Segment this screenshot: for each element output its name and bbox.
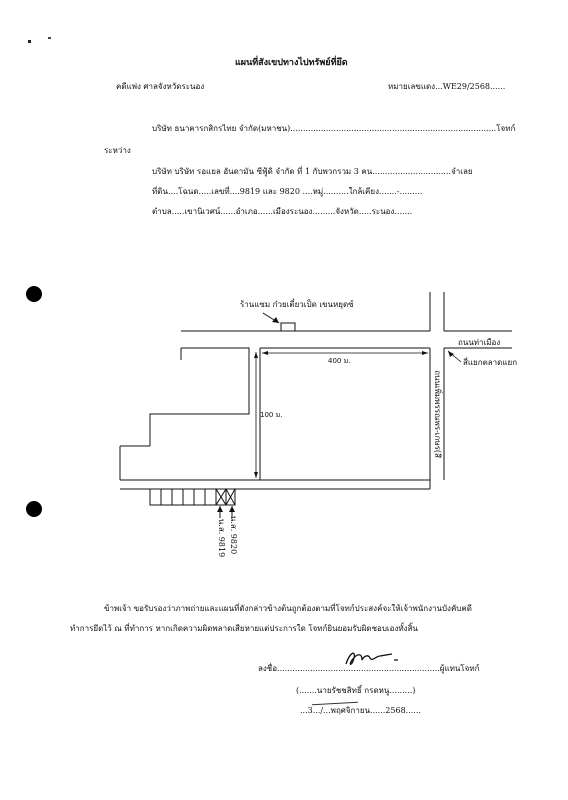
distance-400-label: 400 ม.	[328, 357, 351, 365]
certification-line-2: ทำการยึดไว้ ณ ที่ทำการ หากเกิดความผิดพลาดเสียหายแต่ประการใด โจทก์ยินยอมรับผิดชอบเองทั้งสิ้น	[70, 624, 418, 633]
land-deed-line: ที่ดิน....โฉนด.....เลขที่....9819 และ 9820 ....หมู่..........ใกล้เคียง.......-.........	[152, 187, 423, 196]
shop-arrowhead	[272, 317, 279, 323]
plots-strip	[150, 489, 235, 505]
certification-line-1: ข้าพเจ้า ขอรับรองว่าภาพถ่ายและแผนที่ดังกล่าวข้างต้นถูกต้องตามที่โจทก์ประสงค์จะให้เจ้าพนักงานบังคับคดี	[104, 604, 472, 613]
signature-date: ...3.../...พฤศจิกายน......2568......	[300, 706, 421, 715]
plaintiff-line: บริษัท ธนาคารกสิกรไทย จำกัด(มหาชน).................................................................................โจทก์	[152, 124, 516, 133]
land-location-line: ตำบล.....เขานิเวศน์......อำเภอ......เมืองระนอง.........จังหวัด.....ระนอง.......	[152, 207, 413, 216]
defendant-line: บริษัท บริษัท รอแยล อันดามัน ซีฟู้ดิ จำกัด ที่ 1 กับพวกรวม 3 คน...............................จำเลย	[152, 167, 473, 176]
plot-label-9820: น.ส. 9820	[229, 515, 238, 555]
road-thamuang-label: ถนนท่าเมือง	[458, 338, 501, 347]
distance-100-label: 100 ม.	[260, 411, 283, 419]
intersection-label: สี่แยกตลาดแยก	[463, 358, 518, 367]
block-left-upper	[150, 348, 249, 446]
case-number: หมายเลขแดง...WE29/2568......	[388, 82, 506, 91]
plot-label-9819: น.ส. 9819	[217, 518, 226, 558]
case-court: คดีแพ่ง ศาลจังหวัดระนอง	[116, 82, 205, 91]
road-vertical-label: ถนนเพิ่มพรรณพร-เกษร(สึ	[433, 370, 442, 458]
handwritten-signature	[340, 646, 400, 672]
shop-label: ร้านแซม ก๋วยเตี๋ยวเป็ด เขนหยุดซ์	[240, 300, 354, 309]
page-title: แผนที่สังเขปทางไปทรัพย์ที่ยึด	[235, 58, 348, 68]
shop-marker	[281, 323, 295, 331]
between-label: ระหว่าง	[104, 146, 131, 155]
signer-name: (.......นายรัชชสิทธิ์ กรดหนู.........)	[296, 686, 416, 695]
signature-line: ลงชื่อ................................................................ผู้แทนโจทก์	[258, 664, 480, 673]
